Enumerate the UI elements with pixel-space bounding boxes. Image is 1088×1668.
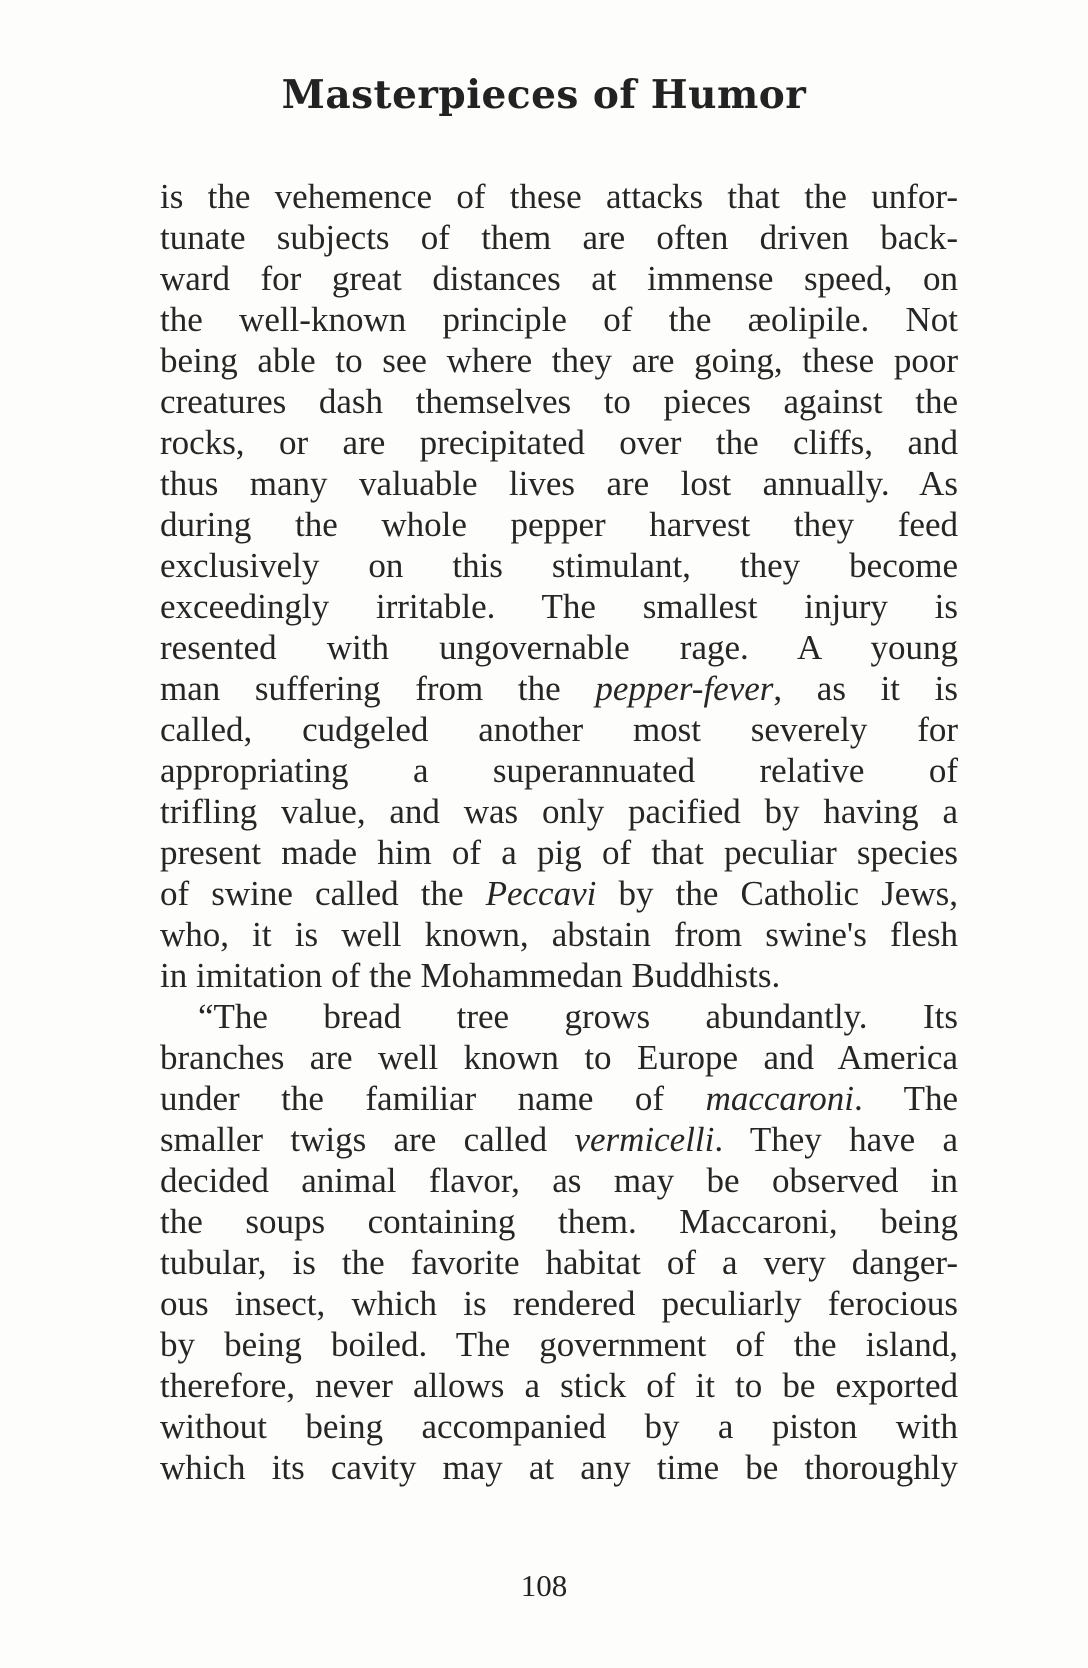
- italic-term: pepper-fever: [595, 669, 774, 708]
- text-line: resented with ungovernable rage. A young: [160, 628, 958, 667]
- text-segment: , as it is: [773, 669, 959, 708]
- text-line: trifling value, and was only pacified by having a: [160, 792, 958, 831]
- text-segment: . They have a: [714, 1120, 959, 1159]
- text-line: [160, 668, 958, 709]
- text-segment: of swine called the: [160, 874, 486, 913]
- text-segment: by the Catholic Jews,: [596, 874, 958, 913]
- text-line: by being boiled. The government of the island,: [160, 1325, 958, 1364]
- text-segment: under the familiar name of: [160, 1079, 706, 1118]
- text-line: tubular, is the favorite habitat of a very danger-: [160, 1243, 958, 1282]
- text-line: creatures dash themselves to pieces against the: [160, 382, 958, 421]
- italic-term: vermicelli: [574, 1120, 715, 1159]
- text-segment: man suffering from the: [160, 669, 596, 708]
- text-line: in imitation of the Mohammedan Buddhists.: [160, 956, 781, 995]
- italic-term: Peccavi: [485, 874, 597, 913]
- text-line: therefore, never allows a stick of it to be exported: [160, 1366, 958, 1405]
- text-line: without being accompanied by a piston with: [160, 1407, 958, 1446]
- text-line: decided animal flavor, as may be observed in: [160, 1161, 958, 1200]
- text-line: present made him of a pig of that peculiar species: [160, 833, 958, 872]
- text-line: ous insect, which is rendered peculiarly ferocious: [160, 1284, 958, 1323]
- text-line: thus many valuable lives are lost annually. As: [160, 464, 958, 503]
- text-line: exclusively on this stimulant, they become: [160, 546, 958, 585]
- text-line: exceedingly irritable. The smallest injury is: [160, 587, 958, 626]
- text-line: “The bread tree grows abundantly. Its: [198, 997, 958, 1036]
- text-line: which its cavity may at any time be thoroughly: [160, 1448, 958, 1487]
- page-number: 108: [520, 1568, 568, 1603]
- text-line: the soups containing them. Maccaroni, being: [160, 1202, 958, 1241]
- text-segment: smaller twigs are called: [160, 1120, 575, 1159]
- body-text: [160, 176, 958, 1488]
- text-line: appropriating a superannuated relative of: [160, 751, 958, 790]
- text-line: [160, 1119, 958, 1160]
- text-line: ward for great distances at immense speed, on: [160, 259, 958, 298]
- text-segment: . The: [853, 1079, 958, 1118]
- text-line: rocks, or are precipitated over the cliffs, and: [160, 423, 958, 462]
- text-line: the well-known principle of the æolipile. Not: [160, 300, 958, 339]
- text-line: called, cudgeled another most severely for: [160, 710, 958, 749]
- text-line: is the vehemence of these attacks that the unfor-: [160, 177, 958, 216]
- text-line: tunate subjects of them are often driven back-: [160, 218, 958, 257]
- text-line: branches are well known to Europe and America: [160, 1038, 958, 1077]
- text-line: during the whole pepper harvest they feed: [160, 505, 958, 544]
- text-line: [160, 873, 958, 914]
- text-line: [160, 1078, 958, 1119]
- text-line: who, it is well known, abstain from swine's flesh: [160, 915, 958, 954]
- text-line: being able to see where they are going, these poor: [160, 341, 958, 380]
- running-head-title: Masterpieces of Humor: [281, 72, 807, 118]
- italic-term: maccaroni: [705, 1079, 854, 1118]
